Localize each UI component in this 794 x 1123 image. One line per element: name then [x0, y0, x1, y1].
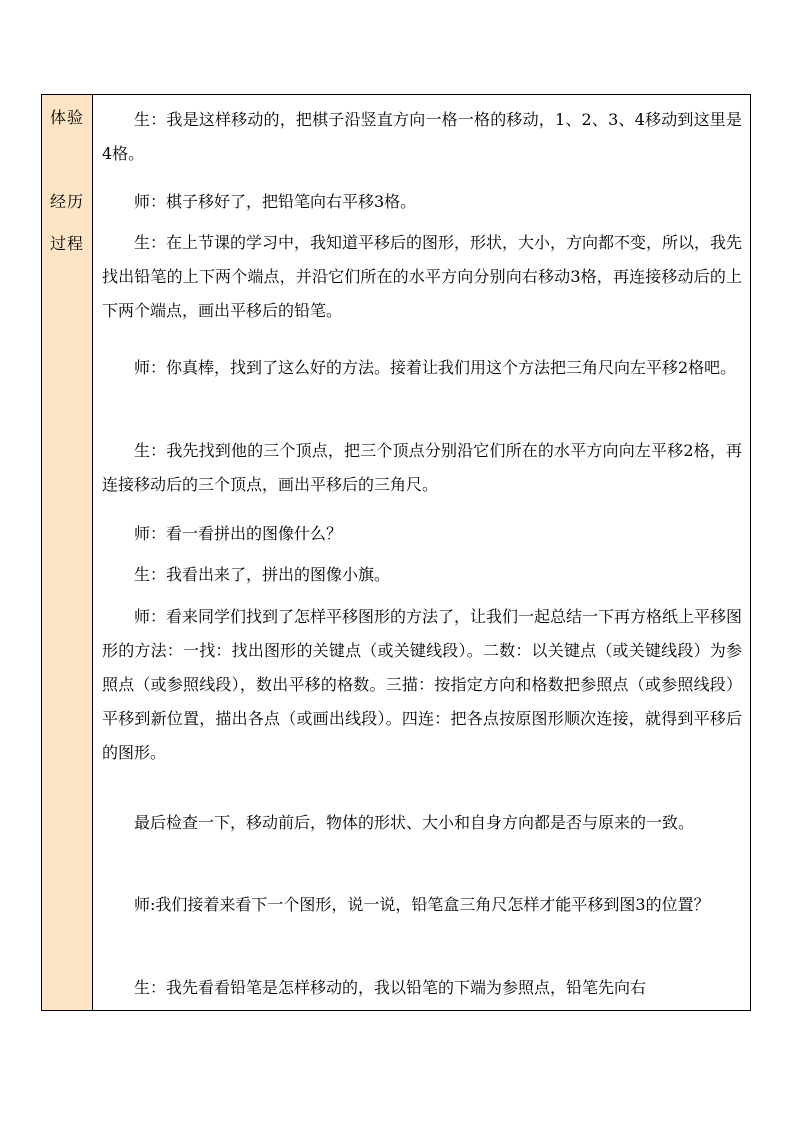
stage-label-line-2: 经历 [49, 192, 84, 211]
paragraph: 师：看一看拼出的图像什么？ [134, 524, 343, 543]
paragraph: 师：看来同学们找到了怎样平移图形的方法了，让我们一起总结一下再方格纸上平移图形的方法：一找：找出图形的关键点（或关键线段）。二数：以关键点（或关键线段）为参照点（或参照线段），数出平移的格数。三描：按指定方向和格数把参照点（或参照线段）平移到新位置，描出各点（或画出线段）。四连：把各点按原图形顺次连接，就得到平移后的图形。 [102, 607, 743, 762]
stage-label-line-3: 过程 [49, 234, 84, 253]
paragraph: 师:我们接着来看下一个图形，说一说，铅笔盒三角尺怎样才能平移到图3的位置？ [134, 895, 710, 914]
lesson-content [93, 95, 750, 1010]
paragraph: 生：我是这样移动的，把棋子沿竖直方向一格一格的移动，1、2、3、4移动到这里是4格。 [102, 110, 742, 163]
lesson-table [41, 94, 751, 1011]
paragraph: 生：在上节课的学习中，我知道平移后的图形，形状，大小，方向都不变，所以，我先找出铅笔的上下两个端点，并沿它们所在的水平方向分别向右移动3格，再连接移动后的上下两个端点，画出平移后的铅笔。 [102, 233, 743, 320]
stage-label-line-1: 体验 [49, 108, 84, 127]
paragraph: 生：我看出来了，拼出的图像小旗。 [134, 565, 391, 584]
paragraph: 师：你真棒，找到了这么好的方法。接着让我们用这个方法把三角尺向左平移2格吧。 [134, 358, 737, 377]
paragraph: 最后检查一下，移动前后，物体的形状、大小和自身方向都是否与原来的一致。 [134, 813, 695, 832]
paragraph: 师：棋子移好了，把铅笔向右平移3格。 [134, 192, 417, 211]
paragraph: 生：我先找到他的三个顶点，把三个顶点分别沿它们所在的水平方向向左平移2格，再连接移动后的三个顶点，画出平移后的三角尺。 [102, 441, 742, 494]
paragraph: 生：我先看看铅笔是怎样移动的，我以铅笔的下端为参照点，铅笔先向右 [134, 978, 647, 997]
stage-label-column [42, 95, 93, 1010]
